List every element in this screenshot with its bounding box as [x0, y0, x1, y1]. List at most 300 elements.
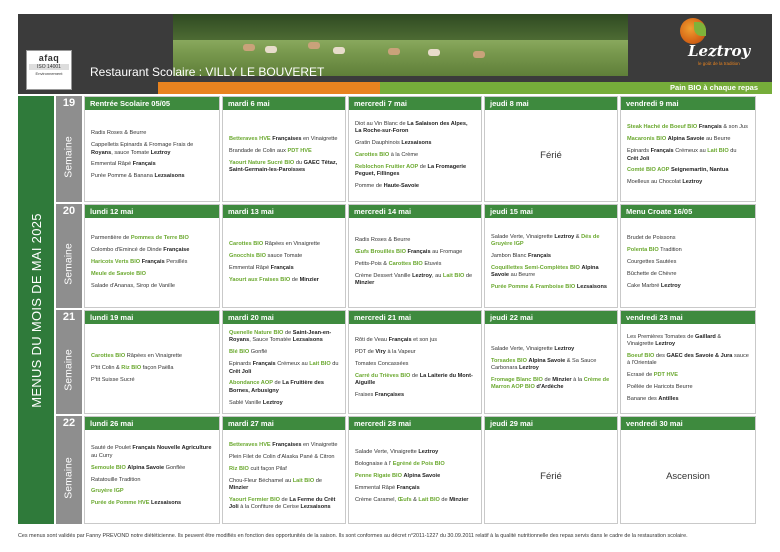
week-block: [56, 204, 772, 308]
menu-item-label: Parmentière de: [91, 234, 131, 241]
menu-item-label: Français: [528, 252, 552, 259]
menu-item: [229, 380, 339, 394]
menu-item-label: La Fruitière des Bornes, Arbusigny: [229, 380, 324, 394]
menu-item-label: Sablé Vanille: [229, 399, 263, 406]
week-block: [56, 310, 772, 414]
menu-item-label: La Laiterie du Mont-Aiguille: [355, 373, 473, 387]
menu-item: [627, 396, 749, 403]
day-menu: [621, 218, 755, 307]
menu-item-label: Brandade de Colin aux: [229, 148, 288, 155]
menu-item-label: Crème Dessert Vanille: [355, 273, 413, 280]
day-cell: [84, 310, 220, 414]
menu-item-label-bio: Betteraves HVE: [229, 136, 271, 143]
menu-item-label-bio: Quenelle Nature BIO: [229, 330, 284, 337]
menu-item: [229, 454, 339, 461]
day-header: mardi 6 mai: [223, 97, 345, 110]
menu-item: [355, 164, 475, 178]
menu-item: [229, 400, 339, 407]
menu-item-label: Françaises: [374, 392, 405, 399]
menu-item-label-bio: Fromage Blanc BIO: [491, 376, 543, 383]
menu-item-label: Françaises: [272, 136, 302, 143]
menu-item-label: Râpées en Vinaigrette: [263, 240, 321, 247]
menu-item-label: Leztroy: [554, 345, 575, 352]
day-header: vendredi 23 mai: [621, 311, 755, 324]
menu-item-label: de: [439, 496, 450, 503]
menu-item: [627, 136, 749, 143]
menu-item-label-bio: Boeuf BIO: [627, 352, 655, 359]
menu-item-label: Salade d'Ananas, Sirop de Vanille: [91, 282, 175, 289]
day-cell: [222, 416, 346, 524]
menu-item-label: Jambon Blanc: [491, 252, 529, 259]
menu-item-label-bio: Yaourt Fermier BIO: [229, 496, 280, 503]
menu-item-label-bio: Lait BIO: [418, 496, 440, 503]
menu-item-label-bio: Polenta BIO: [627, 246, 659, 253]
menu-item-label: Brudet de Poissons: [627, 234, 676, 241]
menu-item-label: Etuvés: [422, 261, 442, 268]
menu-item-label: P'tit Colin &: [91, 364, 122, 371]
day-menu: [621, 110, 755, 201]
menu-item-label: Emmental Râpé: [355, 484, 397, 491]
menu-item: [491, 234, 611, 248]
menu-item-label: Leztroy: [262, 399, 283, 406]
menu-item-label-bio: Riz BIO: [121, 364, 142, 371]
menu-item: [491, 346, 611, 353]
menu-item-label: P'tit Suisse Sucré: [91, 376, 135, 383]
menu-item-label-bio: Haricots Verts BIO: [91, 258, 141, 265]
menu-item-label-bio: Macaronis BIO: [627, 136, 667, 143]
menu-item: [229, 361, 339, 375]
menu-item: [229, 160, 339, 174]
week-semaine-label: Semaine: [63, 243, 76, 285]
day-header: jeudi 29 mai: [485, 417, 617, 430]
menu-item: [355, 121, 475, 135]
menu-item-label: Leztroy: [418, 448, 439, 455]
menu-item-label-bio: Œufs Brouillés BIO: [355, 249, 406, 256]
day-menu: [85, 218, 219, 307]
menu-item-label-bio: Lait BIO: [309, 361, 331, 368]
menu-item: [627, 148, 749, 162]
day-closed-label: Férié: [540, 471, 562, 482]
menu-item-label-bio: Coquillettes Semi-Complètes BIO: [491, 264, 580, 271]
menu-item-label-bio: Lait BIO: [442, 273, 465, 280]
menu-item-label: de: [283, 330, 293, 337]
menu-item: [91, 235, 213, 242]
menu-item-label: Gratin Dauphinois: [355, 139, 402, 146]
menu-item: [91, 259, 213, 266]
menu-item-label: Viry: [375, 349, 386, 356]
week-semaine-label: Semaine: [63, 349, 76, 391]
menu-item-label: d'Ardèche: [536, 384, 564, 391]
menu-item-label: Haute-Savoie: [383, 183, 420, 190]
menu-item-label: Françaises: [272, 441, 302, 448]
menu-item-label: Fraises: [355, 392, 375, 399]
menu-item-label: et son jus: [411, 337, 438, 344]
day-header: jeudi 22 mai: [485, 311, 617, 324]
menu-item-label: Français: [270, 264, 294, 271]
menu-item-label: Gonflée: [164, 464, 186, 471]
day-cell: [222, 96, 346, 202]
menu-item: [229, 349, 339, 356]
menu-item: [91, 142, 213, 156]
menu-item-label: Banane des: [627, 396, 659, 403]
menu-item-label: Crémeux au: [673, 148, 708, 155]
menu-item-label: GAEC Têtaz, Saint-Germain-les-Paroisses: [229, 160, 338, 174]
day-menu: [349, 218, 481, 307]
day-header: jeudi 15 mai: [485, 205, 617, 218]
menu-item-label: de: [410, 373, 420, 380]
page-title: Restaurant Scolaire : VILLY LE BOUVERET: [90, 65, 325, 79]
menu-item-label: du: [294, 160, 304, 167]
day-menu: [349, 430, 481, 523]
day-header: Menu Croate 16/05: [621, 205, 755, 218]
week-label: [56, 416, 82, 524]
menu-item-label: Royans: [91, 149, 112, 156]
day-cell: [222, 310, 346, 414]
day-menu: [223, 430, 345, 523]
menu-item-label: en Vinaigrette: [301, 136, 338, 143]
menu-item-label-bio: PDT HVE: [287, 148, 312, 155]
day-header: Rentrée Scolaire 05/05: [85, 97, 219, 110]
menu-item-label-bio: Penne Rigate BIO: [355, 472, 402, 479]
day-cell: [484, 416, 618, 524]
menu-item: [91, 353, 213, 360]
menu-item-label-bio: Dés de Gruyère IGP: [491, 233, 600, 247]
menu-item-label: Français: [407, 249, 431, 256]
day-cell: [84, 96, 220, 202]
menu-item: [355, 361, 475, 368]
menu-item-label: en Vinaigrette: [301, 441, 338, 448]
menu-item-label: du: [728, 148, 737, 155]
menu-item-label: Leztroy: [655, 340, 676, 347]
day-menu: [349, 324, 481, 413]
menu-item-label-bio: Yaourt aux Fraises BIO: [229, 276, 291, 283]
menu-item-label: Ecrasé de: [627, 372, 654, 379]
menu-item-label: Française: [163, 246, 190, 253]
pain-bio-notice: Pain BIO à chaque repas: [670, 83, 758, 92]
menu-item: [91, 247, 213, 254]
menu-item: [355, 183, 475, 190]
menu-item-label: Sauté de Poulet: [91, 445, 133, 452]
menu-item-label: Epinards: [627, 148, 651, 155]
menu-item-label: Français: [698, 124, 722, 131]
menu-item-label: Seignemartin, Nantua: [670, 167, 729, 174]
menu-item-label: Lezsaisons: [151, 500, 182, 507]
menu-item: [355, 373, 475, 387]
menu-item-label-bio: Torsades BIO: [491, 357, 527, 364]
week-label: [56, 204, 82, 308]
menu-item: [91, 477, 213, 484]
menu-item-label: , sauce Tomate: [111, 149, 151, 156]
menu-item-label: Lezsaisons: [401, 139, 432, 146]
menu-item-label: Radis Roses & Beurre: [91, 130, 147, 137]
menu-item-label: Pomme de: [355, 183, 384, 190]
menu-item-label: façon Paëlla: [141, 364, 174, 371]
day-menu: [621, 324, 755, 413]
menu-item: [229, 497, 339, 511]
menu-item-label: La Fromagerie Peguet, Fillinges: [355, 163, 467, 178]
side-title: MENUS DU MOIS DE MAI 2025: [28, 212, 44, 408]
menu-item-label: à la: [571, 376, 584, 383]
menu-item-label: Salade Verte, Vinaigrette: [355, 448, 419, 455]
menu-item-label: Persillés: [164, 258, 188, 265]
menu-item-label: Epinards: [229, 361, 253, 368]
menu-item-label: à la Crème: [389, 151, 419, 158]
day-header: lundi 26 mai: [85, 417, 219, 430]
menu-item-label: Colombo d'Emincé de Dinde: [91, 246, 164, 253]
menu-item: [355, 349, 475, 356]
menu-item-label: Courgettes Sautées: [627, 258, 677, 265]
menu-item: [355, 473, 475, 480]
menu-item-label-bio: Blé BIO: [229, 349, 250, 356]
week-number: 22: [62, 417, 76, 429]
menu-item: [355, 449, 475, 456]
day-menu: [85, 110, 219, 201]
menu-item-label-bio: Gnocchis BIO: [229, 252, 266, 259]
menu-item-label-bio: Œufs: [397, 496, 412, 503]
menu-item-label: Cappelletis Epinards & Fromage Frais de: [91, 142, 194, 149]
menu-item: [627, 179, 749, 186]
menu-item: [229, 478, 339, 492]
menu-item-label: GAEC des Savoie & Jura: [666, 352, 733, 359]
menu-item-label: Antilles: [658, 396, 679, 403]
menu-item: [229, 265, 339, 272]
day-cell: [620, 96, 756, 202]
menu-item-label: &: [574, 233, 582, 240]
day-header: mardi 20 mai: [223, 311, 345, 324]
day-cell: [222, 204, 346, 308]
menu-item-label: Leztroy: [660, 282, 681, 289]
menu-item: [491, 358, 611, 372]
menu-item: [229, 148, 339, 155]
menu-item-label-bio: Lait BIO: [707, 148, 729, 155]
day-header: mardi 13 mai: [223, 205, 345, 218]
menu-item-label: Tradition: [658, 246, 682, 253]
menu-item-label: Bûchette de Chèvre: [627, 270, 677, 277]
day-menu: [349, 110, 481, 201]
menu-item: [91, 365, 213, 372]
day-menu: [223, 110, 345, 201]
day-header: vendredi 30 mai: [621, 417, 755, 430]
menu-item-label: Français: [141, 258, 165, 265]
menu-item-label: à la Vapeur: [385, 349, 416, 356]
day-cell: [620, 204, 756, 308]
menu-item: [229, 241, 339, 248]
menu-item-label: Crémeux au: [275, 361, 310, 368]
menu-item-label: La Salaison des Alpes, La Roche-sur-Foron: [355, 120, 468, 134]
menu-item: [229, 442, 339, 449]
menu-item: [627, 384, 749, 391]
menu-item-label: La Ferme du Crêt Joli: [229, 496, 336, 511]
header-banner: [18, 14, 772, 94]
day-header: mercredi 14 mai: [349, 205, 481, 218]
menu-item-label: & son Jus: [721, 124, 748, 131]
menu-item-label: Français: [252, 361, 276, 368]
day-header: mercredi 21 mai: [349, 311, 481, 324]
menu-item: [91, 161, 213, 168]
menu-item-label: Chou-Fleur Béchamel au: [229, 477, 293, 484]
week-block: [56, 96, 772, 202]
menu-item-label: Lezsaisons: [576, 284, 607, 291]
day-cell: [620, 310, 756, 414]
menu-item: [229, 466, 339, 473]
menu-item-label: Alpina Savoie: [491, 264, 599, 279]
menu-item: [355, 237, 475, 244]
day-cell: [348, 204, 482, 308]
menu-item-label: Français Nouvelle Agriculture: [132, 445, 212, 452]
menu-item: [491, 284, 611, 291]
menu-item-label-bio: Betteraves HVE: [229, 441, 271, 448]
menu-item-label: Crème Caramel,: [355, 496, 398, 503]
menu-item-label-bio: Yaourt Nature Sucré BIO: [229, 160, 295, 167]
week-number: 19: [62, 97, 76, 109]
menu-item-label: Les Premières Tomates de: [627, 333, 695, 340]
day-header: jeudi 8 mai: [485, 97, 617, 110]
menu-item: [627, 235, 749, 242]
menu-item-label: Leztroy: [682, 179, 703, 186]
menu-item: [627, 124, 749, 131]
menu-item-label: Leztroy: [150, 149, 171, 156]
day-cell: [348, 96, 482, 202]
menu-item-label: Leztroy: [554, 233, 575, 240]
menu-item: [355, 152, 475, 159]
menu-item-label-bio: Carré du Trièves BIO: [355, 373, 411, 380]
menu-item-label-bio: PDT HVE: [653, 372, 678, 379]
menu-item-label: de: [464, 273, 473, 280]
menu-item-label: au Beurre: [704, 136, 731, 143]
menu-item-label-bio: Purée de Pomme HVE: [91, 500, 150, 507]
afaq-certification-logo: afaq ISO 14001 Environnement: [26, 50, 72, 90]
menu-item: [91, 173, 213, 180]
menu-item: [229, 253, 339, 260]
menu-item-label: Emmental Râpé: [91, 161, 133, 168]
menu-item-label-bio: Semoule BIO: [91, 464, 126, 471]
menu-item-label: Radis Roses & Beurre: [355, 237, 411, 244]
menu-item-label-bio: Riz BIO: [229, 465, 249, 472]
menu-item-label: Cake Marbré: [627, 282, 661, 289]
menu-item-label: PDT de: [355, 349, 376, 356]
menu-item-label: Purée Pomme & Banana: [91, 173, 155, 180]
day-header: lundi 19 mai: [85, 311, 219, 324]
menu-item: [355, 140, 475, 147]
week-semaine-label: Semaine: [63, 136, 76, 178]
menu-item-label: Minzier: [299, 276, 319, 283]
menu-item-label-bio: Abondance AOP: [229, 380, 273, 387]
menu-item-label: de: [314, 477, 322, 484]
menu-item: [91, 377, 213, 384]
menu-item: [627, 334, 749, 348]
menu-item: [627, 167, 749, 174]
menu-item-label: des: [654, 352, 667, 359]
menu-item: [229, 277, 339, 284]
day-cell: [620, 416, 756, 524]
menu-item: [229, 330, 339, 344]
menu-item-label: Salade Verte, Vinaigrette: [491, 233, 555, 240]
logo-leaf-icon: [694, 22, 706, 36]
menu-item-label-bio: Carottes BIO: [229, 240, 264, 247]
day-closed-label: Férié: [540, 150, 562, 161]
week-semaine-label: Semaine: [63, 457, 76, 499]
day-header: mardi 27 mai: [223, 417, 345, 430]
menu-item-label-bio: Meule de Savoie BIO: [91, 270, 147, 277]
menu-item: [91, 130, 213, 137]
day-cell: [484, 310, 618, 414]
menu-item-label: Minzier: [552, 376, 572, 383]
menu-item-label: de: [290, 276, 300, 283]
menu-item-label-bio: Carottes BIO: [388, 261, 423, 268]
menu-item-label: sauce à l'Orientale: [627, 352, 749, 367]
menu-item-label: & Sa Sauce Carbonara: [491, 357, 597, 371]
menu-item-label: de: [542, 376, 553, 383]
menu-item-label: Alpina Savoie: [528, 357, 566, 364]
day-cell: [484, 204, 618, 308]
menu-item-label-bio: Reblochon Fruitier AOP: [355, 163, 419, 170]
menu-item-label: Français: [650, 148, 674, 155]
menu-item: [355, 249, 475, 256]
menu-item: [627, 259, 749, 266]
menu-item-label: au Beurre: [509, 272, 536, 279]
menu-item-label-bio: Purée Pomme & Framboise BIO: [491, 284, 576, 291]
menu-item-label: Plein Filet de Colin d'Alaska Pané & Citron: [229, 453, 335, 460]
menu-item-label: Saint-Jean-en-Royans: [229, 330, 332, 344]
menu-item-label: de: [279, 496, 290, 503]
menu-item: [627, 353, 749, 367]
menu-item-label: Emmental Râpé: [229, 264, 271, 271]
day-menu: [85, 430, 219, 523]
menu-item-label: de: [272, 380, 283, 387]
day-cell: [348, 416, 482, 524]
menu-item-label: Poêlée de Haricots Beurre: [627, 384, 693, 391]
menu-item: [355, 273, 475, 287]
menu-item-label: au Curry: [91, 452, 113, 459]
menu-item-label: Ratatouille Tradition: [91, 476, 141, 483]
week-number: 20: [62, 205, 76, 217]
menu-item-label: Petits-Pois &: [355, 261, 389, 268]
menu-item-label: Leztroy: [519, 364, 539, 371]
menu-item-label: cuit façon Pilaf: [248, 465, 287, 472]
menu-item-label: Français: [396, 484, 420, 491]
menu-item: [91, 283, 213, 290]
footer-note: Ces menus sont validés par Fanny PREVOND notre diététicienne. Ils peuvent être modifiés en fonction des opportunités de la saison. Ils sont conformes au décret n°2011-1227 du 30.09.2011 relatif à la qualité nutritionnelle des repas servis dans le cadre de la restauration scolaire.: [18, 533, 688, 539]
day-cell: [84, 416, 220, 524]
menu-item: [355, 261, 475, 268]
menu-item-label: Râpées en Vinaigrette: [125, 352, 183, 359]
day-menu: [223, 324, 345, 413]
menu-item-label: & Vinaigrette: [627, 333, 722, 347]
menu-item-label: , au: [432, 273, 443, 280]
menu-item: [355, 485, 475, 492]
day-menu: [485, 218, 617, 307]
menu-item-label: Crêt Joli: [229, 368, 252, 375]
menu-item-label: Gaillard: [695, 333, 716, 340]
week-label: [56, 310, 82, 414]
menu-item: [491, 265, 611, 279]
menu-item-label: Lezsaisons: [154, 173, 185, 180]
menu-item-label: sauce Tomate: [266, 252, 303, 259]
menu-item-label: à la Confiture de Cerise: [238, 504, 301, 511]
day-cell: [348, 310, 482, 414]
menu-item-label: Lezsaisons: [300, 504, 331, 511]
menu-item: [355, 497, 475, 504]
menu-item-label-bio: Pommes de Terre BIO: [130, 234, 189, 241]
menu-item-label: Minzier: [449, 496, 469, 503]
week-block: [56, 416, 772, 524]
menu-item: [627, 283, 749, 290]
menu-item: [491, 253, 611, 260]
menu-item: [229, 136, 339, 143]
day-menu: [85, 324, 219, 413]
menu-item-label: au Fromage: [430, 249, 463, 256]
menu-item-label: &: [411, 496, 419, 503]
